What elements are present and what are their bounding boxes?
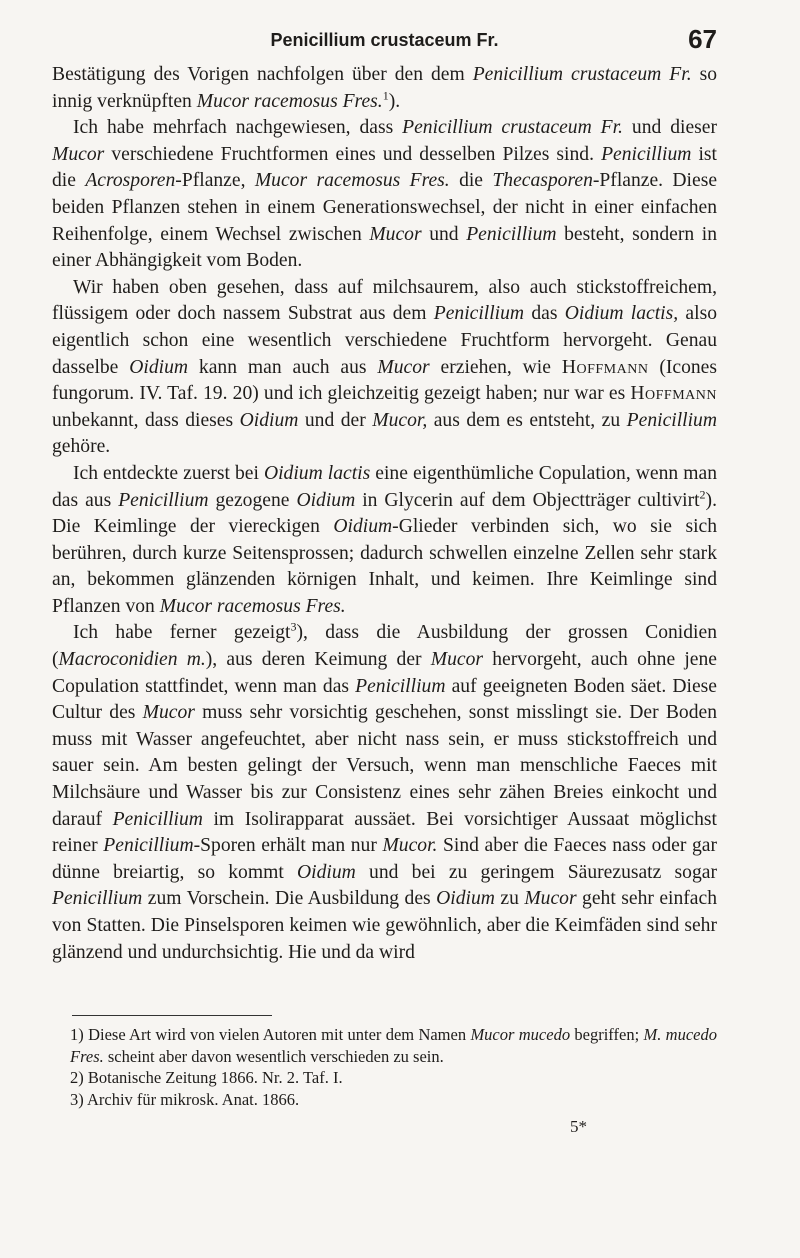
paragraph-4: Ich entdeckte zuerst bei Oidium lactis eine eigenthümliche Copulation, wenn man das aus Penicillium gezogene Oidium in Glycerin auf dem Objectträger cultivirt$^2$). Die Keimlinge der viereckigen Oidium-Glieder verbinden sich, wo sie sich berühren, durch kurze Seitensprossen; dadurch schwellen einzelne Zellen sehr stark an, bekommen glänzenden körnigen Inhalt, und keimen. Ihre Keimlinge sind Pflanzen von Mucor racemosus Fres. <box>52 462 718 617</box>
footnote-2: 2) Botanische Zeitung 1866. Nr. 2. Taf. I. <box>70 1068 343 1087</box>
paragraph-2: Ich habe mehrfach nachgewiesen, dass Penicillium crustaceum Fr. und dieser Mucor verschiedene Fruchtformen eines und desselben Pilzes sind. Penicillium ist die Acrosporen-Pflanze, Mucor racemosus Fres. die Thecasporen-Pflanze. Diese beiden Pflanzen stehen in einem Generationswechsel, der nicht in einer einfachen Reihenfolge, einem Wechsel zwischen Mucor und Penicillium besteht, sondern in einer Abhängigkeit vom Boden. <box>52 117 718 272</box>
footnote-ref-1: 1 <box>382 88 389 103</box>
body-text <box>52 62 717 966</box>
footnote-3: 3) Archiv für mikrosk. Anat. 1866. <box>70 1089 300 1109</box>
page-header <box>52 22 717 62</box>
page-number: 67 <box>688 24 717 54</box>
footnote-ref-3: 3 <box>290 619 297 634</box>
footnote-divider <box>72 1015 272 1016</box>
footnotes <box>52 1024 717 1110</box>
paragraph-5: Ich habe ferner gezeigt$^3$), dass die Ausbildung der grossen Conidien (Macroconidien m.), aus deren Keimung der Mucor hervorgeht, auch ohne jene Copulation stattfindet, wenn man das Penicillium auf geeigneten Boden säet. Diese Cultur des Mucor muss sehr vorsichtig geschehen, sonst misslingt sie. Der Boden muss mit Wasser angefeuchtet, aber nicht nass sein, er muss stickstoffreich und sauer sein. Am besten gelingt der Versuch, wenn man menschliche Faeces mit Milchsäure und Wasser bis zur Consistenz eines sehr zähen Breies einkocht und darauf Penicillium im Isolirapparat aussäet. Bei vorsichtiger Aussaat möglichst reiner Penicillium-Sporen erhält man nur Mucor. Sind aber die Faeces nass oder gar dünne breiartig, so kommt Oidium und bei zu geringem Säurezusatz sogar Penicillium zum Vorschein. Die Ausbildung des Oidium zu Mucor geht sehr einfach von Statten. Die Pinselsporen keimen wie gewöhnlich, aber die Keimfäden sind sehr glänzend und undurchsichtig. Hie und da wird <box>52 619 717 963</box>
footnote-1: 1) Diese Art wird von vielen Autoren mit unter dem Namen Mucor mucedo begriffen; M. mucedo Fres. scheint aber davon wesentlich verschieden zu sein. <box>70 1025 717 1066</box>
footnote-ref-2: 2 <box>699 486 706 501</box>
printer-signature: 5* <box>570 1117 587 1136</box>
paragraph-3: Wir haben oben gesehen, dass auf milchsaurem, also auch stickstoffreichem, flüssigem oder doch nassem Substrat aus dem Penicillium das Oidium lactis, also eigentlich schon eine wesentlich verschiedene Fruchtform hervorgeht. Genau dasselbe Oidium kann man auch aus Mucor erziehen, wie Hoffmann (Icones fungorum. IV. Taf. 19. 20) und ich gleichzeitig gezeigt haben; nur war es Hoffmann unbekannt, dass dieses Oidium und der Mucor, aus dem es entsteht, zu Penicillium gehöre. <box>52 276 717 458</box>
paragraph-1: Bestätigung des Vorigen nachfolgen über den dem Penicillium crustaceum Fr. so innig verknüpften Mucor racemosus Fres.$^1$). <box>52 64 717 112</box>
running-title: Penicillium crustaceum Fr. <box>270 30 499 50</box>
